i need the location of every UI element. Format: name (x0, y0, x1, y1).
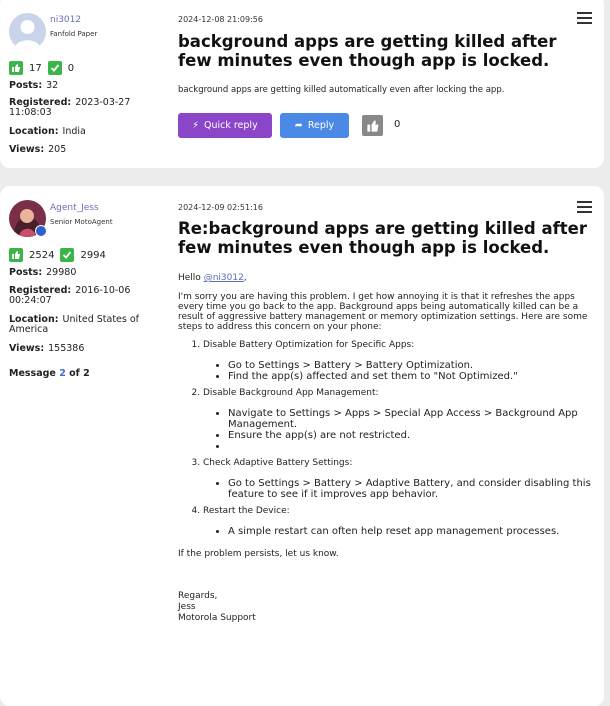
step-subitem: • Navigate to Settings > Apps > Special App Access > Background App Management. (228, 408, 592, 430)
motorola-badge-icon (35, 225, 47, 237)
message-link[interactable]: 2 (59, 368, 66, 379)
reply-button[interactable]: ➦ Reply (280, 113, 349, 138)
step-title: Restart the Device: (203, 506, 290, 516)
post-title: Re:background apps are getting killed after few minutes even though app is locked. (178, 219, 588, 257)
greeting: Hello @ni3012, (178, 273, 247, 283)
step-item (203, 506, 592, 537)
stat-posts: Posts: 32 (9, 80, 59, 91)
user-mention-link[interactable]: @ni3012 (203, 273, 244, 283)
author-name[interactable]: Agent_Jess (50, 203, 99, 213)
author-name[interactable]: ni3012 (50, 15, 82, 25)
kudo-button[interactable] (362, 115, 383, 136)
thumbs-up-icon (9, 61, 23, 75)
step-item (203, 340, 592, 382)
intro-paragraph: I'm sorry you are having this problem. I get how annoying it is that it refreshes the apps every time you go back to the app. Background apps being automatically killed can be a result of aggressive battery management or memory optimization settings. Here are some steps to address this concern on your phone: (178, 292, 588, 332)
likes-count: 2524 (29, 249, 55, 261)
step-item (203, 458, 592, 500)
stat-views: Views: 155386 (9, 343, 85, 354)
step-subitem (228, 441, 592, 452)
step-subitem: • Find the app(s) affected and set them to "Not Optimized." (228, 371, 592, 382)
thumbs-up-icon (9, 248, 23, 262)
quick-reply-button[interactable]: ⚡ Quick reply (178, 113, 272, 138)
step-subitem: • Go to Settings > Battery > Adaptive Battery, and consider disabling this feature to see if it improves app behavior. (228, 478, 592, 500)
avatar[interactable] (9, 13, 46, 50)
stat-location: Location: United States of America (9, 314, 140, 335)
kudos-stats (9, 61, 74, 75)
thumbs-up-icon (366, 119, 380, 133)
stat-posts: Posts: 29980 (9, 267, 77, 278)
stat-views: Views: 205 (9, 144, 67, 155)
solutions-count: 2994 (80, 249, 106, 261)
post-card-1 (0, 0, 604, 168)
message-number: Message 2 of 2 (9, 368, 90, 379)
post-date: 2024-12-08 21:09:56 (178, 15, 263, 24)
step-title: Disable Battery Optimization for Specific Apps: (203, 340, 415, 350)
kudos-stats (9, 248, 106, 262)
steps-list (178, 340, 592, 537)
reply-arrow-icon: ➦ (294, 120, 303, 131)
step-sublist (203, 408, 592, 452)
stat-registered: Registered: 2023-03-27 11:08:03 (9, 97, 131, 118)
stat-location: Location: India (9, 126, 86, 137)
post-body: background apps are getting killed automatically even after locking the app. (178, 85, 505, 95)
post-title: background apps are getting killed after few minutes even though app is locked. (178, 32, 557, 70)
author-rank: Fanfold Paper (50, 30, 98, 38)
closing-paragraph: If the problem persists, let us know. (178, 549, 339, 559)
author-rank: Senior MotoAgent (50, 218, 113, 226)
step-title: Disable Background App Management: (203, 388, 379, 398)
post-date: 2024-12-09 02:51:16 (178, 203, 263, 212)
step-sublist (203, 360, 592, 382)
lightning-icon: ⚡ (192, 120, 199, 131)
step-subitem: • Ensure the app(s) are not restricted. (228, 430, 592, 441)
options-menu-icon[interactable] (577, 201, 592, 216)
checkmark-icon (48, 61, 62, 75)
step-title: Check Adaptive Battery Settings: (203, 458, 353, 468)
likes-count: 17 (29, 62, 42, 74)
post-body (178, 273, 592, 624)
stat-registered: Registered: 2016-10-06 00:24:07 (9, 285, 131, 306)
checkmark-icon (60, 248, 74, 262)
signature: Regards, Jess Motorola Support (178, 591, 256, 623)
step-sublist (203, 526, 592, 537)
options-menu-icon[interactable] (577, 12, 592, 27)
step-sublist (203, 478, 592, 500)
step-subitem: • Go to Settings > Battery > Battery Optimization. (228, 360, 592, 371)
step-subitem: • A simple restart can often help reset app management processes. (228, 526, 592, 537)
kudo-count: 0 (394, 119, 401, 130)
post-card-2 (0, 186, 604, 706)
solutions-count: 0 (67, 62, 75, 74)
step-item (203, 388, 592, 452)
